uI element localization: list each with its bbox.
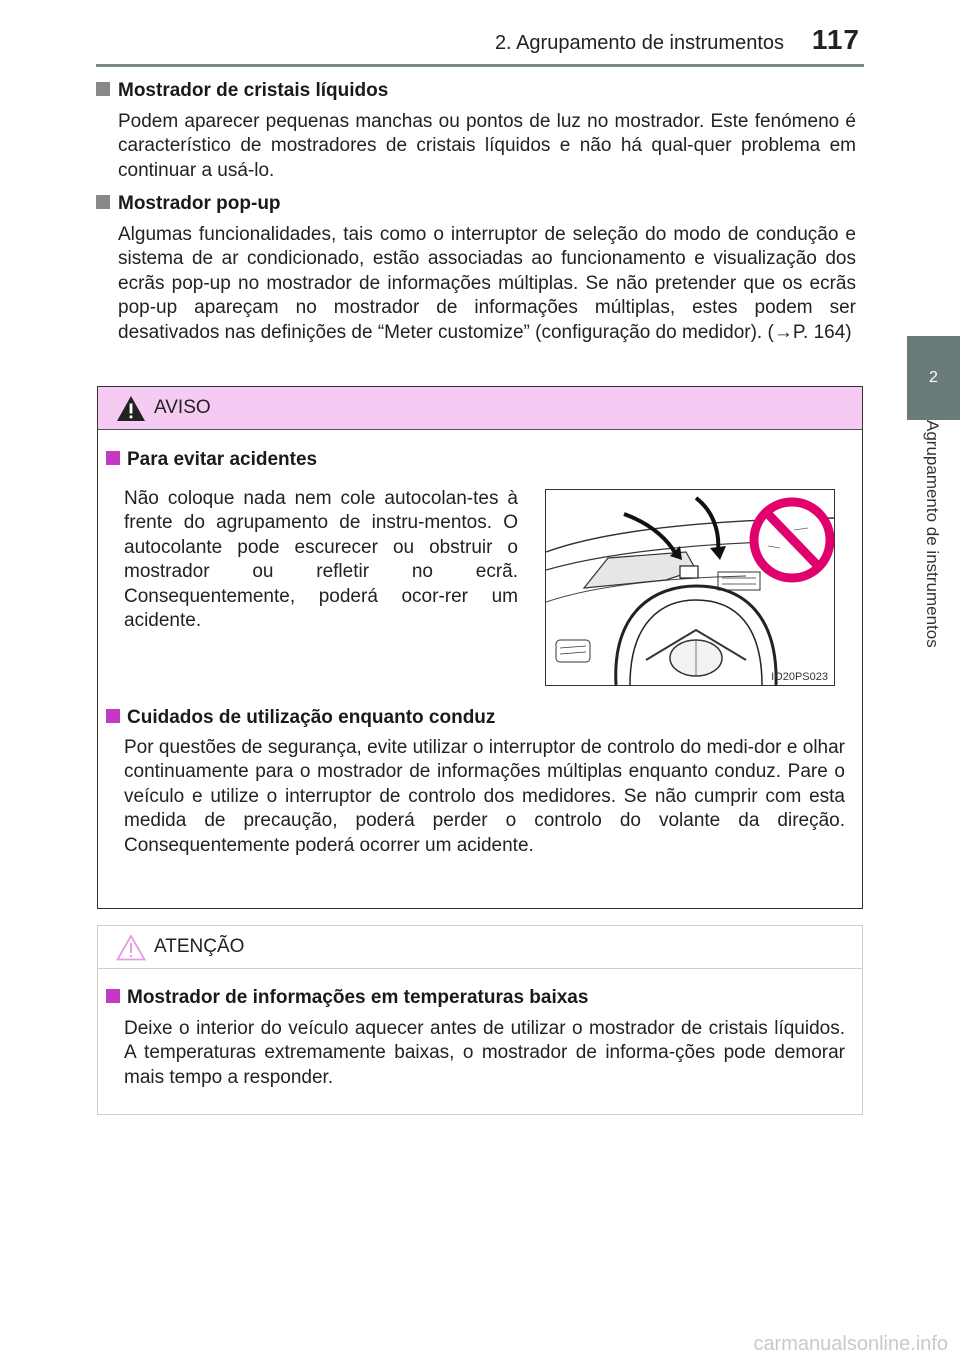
page-header bbox=[96, 0, 860, 64]
section-body-lcd: Podem aparecer pequenas manchas ou pontos de luz no mostrador. Este fenómeno é característico de mostradores de cristais líquidos e não há qual-quer problema em continuar a usá-lo. bbox=[118, 111, 856, 181]
square-bullet-icon bbox=[106, 451, 120, 465]
warning-triangle-icon bbox=[116, 395, 146, 422]
square-bullet-icon bbox=[106, 989, 120, 1003]
chapter-title: 2. Agrupamento de instrumentos bbox=[494, 32, 784, 54]
warning-box-title: AVISO bbox=[154, 397, 211, 418]
notice-box-header bbox=[98, 926, 862, 969]
section-body-popup: Algumas funcionalidades, tais como o interruptor de seleção do modo de condução e sistema de ar condicionado, estão associadas ao funcionamento e visualização dos ecrãs pop-up no mostrador de informações múltiplas. Se não pretender que os ecrãs pop-up apareçam no mostrador de informações múltiplas, estes podem ser desativados nas definições de “Meter customize” (configuração do medidor). (→P. 164) bbox=[118, 224, 856, 343]
square-bullet-icon bbox=[106, 709, 120, 723]
square-bullet-icon bbox=[96, 195, 110, 209]
watermark: carmanualsonline.info bbox=[753, 1333, 948, 1355]
notice-box-title: ATENÇÃO bbox=[154, 936, 245, 957]
notice-item-heading: Mostrador de informações em temperaturas baixas bbox=[106, 987, 588, 1009]
chapter-tab-number: 2 bbox=[929, 369, 938, 386]
notice-box bbox=[97, 925, 863, 1115]
warning-item-heading: Cuidados de utilização enquanto conduz bbox=[106, 707, 495, 729]
section-heading-lcd: Mostrador de cristais líquidos bbox=[96, 80, 388, 102]
chapter-side-label: Agrupamento de instrumentos bbox=[923, 420, 942, 648]
section-heading-popup: Mostrador pop-up bbox=[96, 193, 281, 215]
warning-item-heading: Para evitar acidentes bbox=[106, 449, 317, 471]
dashboard-sticker-prohibited-illustration bbox=[546, 490, 834, 685]
dashboard-illustration bbox=[545, 489, 835, 686]
page-number: 117 bbox=[811, 24, 860, 55]
warning-item-body: Por questões de segurança, evite utilizar o interruptor de controlo do medi-dor e olhar continuamente para o mostrador de informações múltiplas enquanto conduz. Pare o veículo e utilize o interruptor de controlo dos medidores. Se não cumprir com esta medida de precaução, poderá perder o controlo do volante da direção. Consequentemente poderá ocorrer um acidente. bbox=[124, 737, 845, 856]
caution-triangle-icon bbox=[116, 934, 146, 961]
square-bullet-icon bbox=[96, 82, 110, 96]
warning-box bbox=[97, 386, 863, 909]
header-rule bbox=[96, 64, 864, 67]
illustration-code: IO20PS023 bbox=[771, 671, 828, 683]
warning-item-body: Não coloque nada nem cole autocolan-tes à frente do agrupamento de instru-mentos. O autocolante pode escurecer ou obstruir o mostrador ou refletir no ecrã. Consequentemente, poderá ocor-rer um acidente. bbox=[124, 488, 518, 632]
warning-box-header bbox=[98, 387, 862, 430]
notice-item-body: Deixe o interior do veículo aquecer antes de utilizar o mostrador de cristais líquidos. A temperaturas extremamente baixas, o mostrador de informa-ções pode demorar mais tempo a responder. bbox=[124, 1018, 845, 1088]
chapter-tab[interactable] bbox=[907, 336, 960, 420]
